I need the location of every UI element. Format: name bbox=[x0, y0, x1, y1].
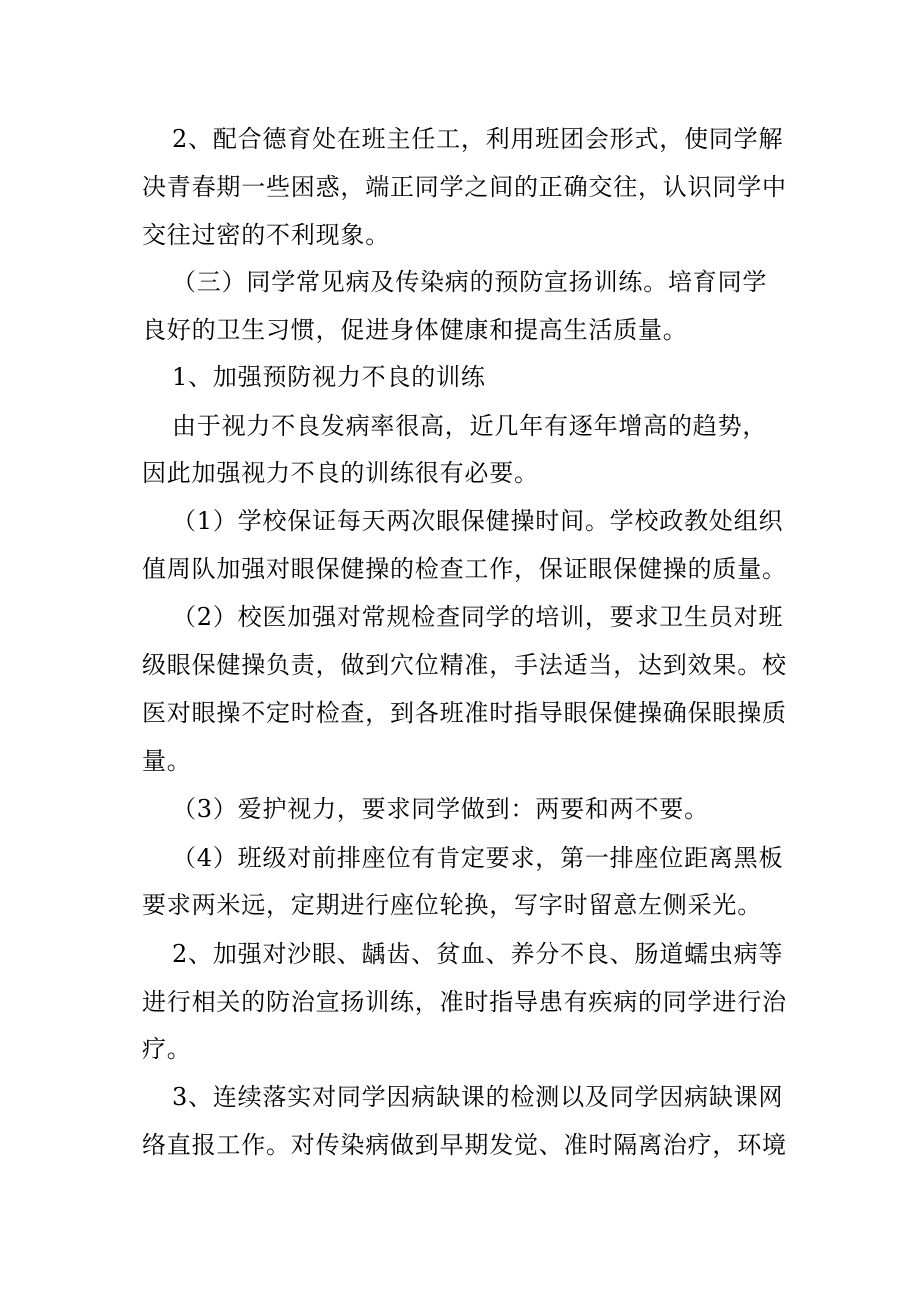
p1-line-3: 交往过密的不利现象。 bbox=[142, 221, 390, 249]
p6-line-1: （2）校医加强对常规检查同学的培训，要求卫生员对班 bbox=[172, 603, 784, 631]
p6-line-4: 量。 bbox=[142, 747, 192, 775]
p6-line-3: 医对眼操不定时检查，到各班准时指导眼保健操确保眼操质 bbox=[142, 699, 787, 727]
p10-line-1: 3、连续落实对同学因病缺课的检测以及同学因病缺课网 bbox=[172, 1083, 784, 1111]
p9-line-1: 2、加强对沙眼、龋齿、贫血、养分不良、肠道蠕虫病等 bbox=[172, 940, 784, 968]
p4-line-2: 因此加强视力不良的训练很有必要。 bbox=[142, 459, 539, 487]
p5-line-2: 值周队加强对眼保健操的检查工作，保证眼保健操的质量。 bbox=[142, 555, 787, 583]
p6-line-2: 级眼保健操负责，做到穴位精准，手法适当，达到效果。校 bbox=[142, 651, 787, 679]
p10-line-2: 络直报工作。对传染病做到早期发觉、准时隔离治疗，环境 bbox=[142, 1131, 787, 1159]
p4-line-1: 由于视力不良发病率很高，近几年有逐年增高的趋势， bbox=[172, 412, 768, 440]
p7-line-1: （3）爱护视力，要求同学做到：两要和两不要。 bbox=[172, 795, 709, 823]
p8-line-1: （4）班级对前排座位有肯定要求，第一排座位距离黑板 bbox=[172, 844, 784, 872]
p9-line-2: 进行相关的防治宣扬训练，准时指导患有疾病的同学进行治 bbox=[142, 988, 787, 1016]
p3-line-1: 1、加强预防视力不良的训练 bbox=[172, 363, 486, 391]
p2-line-2: 良好的卫生习惯，促进身体健康和提高生活质量。 bbox=[142, 316, 688, 344]
p5-line-1: （1）学校保证每天两次眼保健操时间。学校政教处组织 bbox=[172, 507, 784, 535]
p1-line-1: 2、配合德育处在班主任工，利用班团会形式，使同学解 bbox=[172, 125, 784, 153]
p2-line-1: （三）同学常见病及传染病的预防宣扬训练。培育同学 bbox=[172, 268, 768, 296]
p1-line-2: 决青春期一些困惑，端正同学之间的正确交往，认识同学中 bbox=[142, 173, 787, 201]
p8-line-2: 要求两米远，定期进行座位轮换，写字时留意左侧采光。 bbox=[142, 891, 762, 919]
p9-line-3: 疗。 bbox=[142, 1035, 192, 1063]
